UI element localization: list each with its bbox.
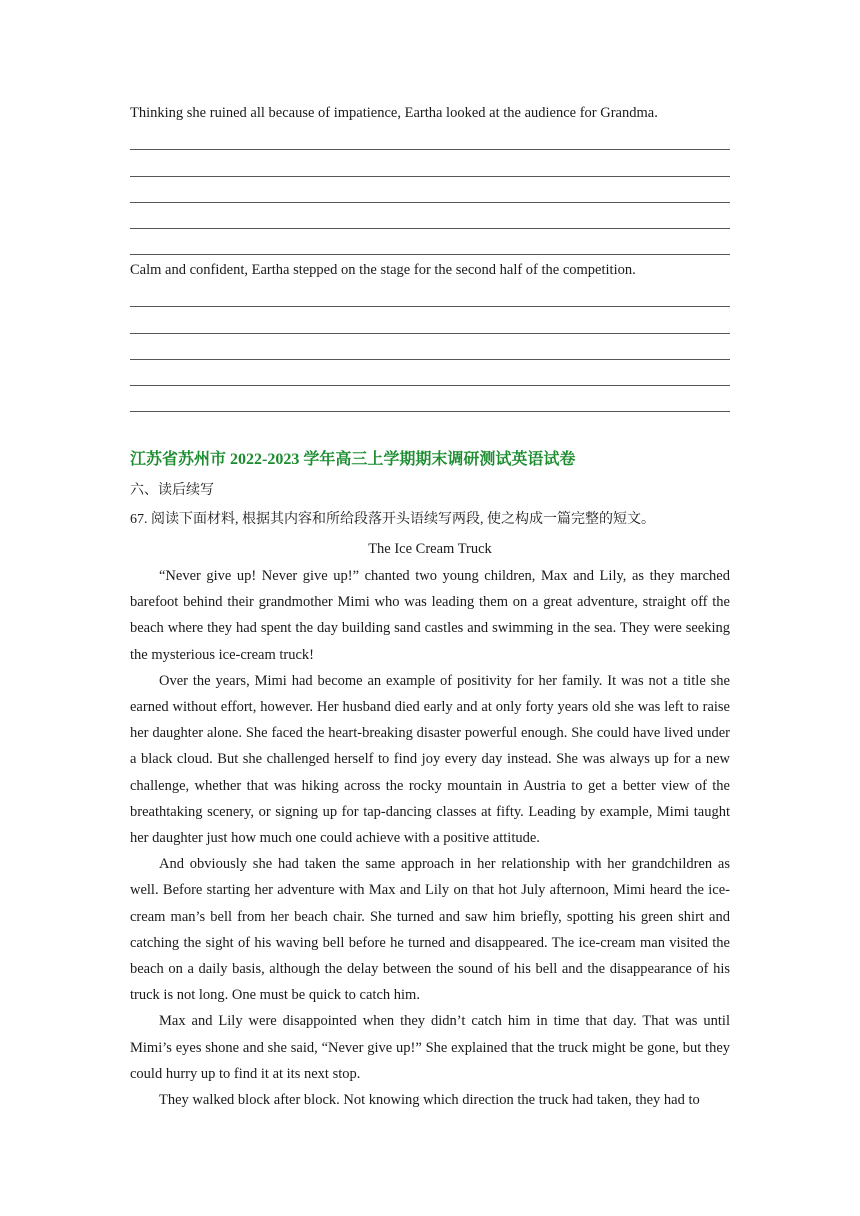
writing-line[interactable] [130, 229, 730, 255]
continuation-prompt-2: Calm and confident, Eartha stepped on the stage for the second half of the competition. [130, 262, 636, 278]
writing-lines-1 [130, 124, 730, 255]
writing-line[interactable] [130, 281, 730, 307]
writing-lines-2 [130, 281, 730, 412]
writing-line[interactable] [130, 334, 730, 360]
story-title: The Ice Cream Truck [368, 541, 492, 557]
story-paragraph: Max and Lily were disappointed when they didn’t catch him in time that day. That was until Mimi’s eyes shone and she said, “Never give up!” She explained that the truck might be gone, but they could hurry up to find it at its next stop. [130, 1013, 730, 1082]
continuation-prompt-1: Thinking she ruined all because of impatience, Eartha looked at the audience for Grandma. [130, 105, 658, 121]
story-paragraph: “Never give up! Never give up!” chanted two young children, Max and Lily, as they marched barefoot behind their grandmother Mimi who was leading them on a great adventure, straight off the beach where they had spent the day building sand castles and swimming in the sea. They were seeking the mysterious ice-cream truck! [130, 568, 730, 663]
story-body [130, 563, 730, 1113]
writing-line[interactable] [130, 386, 730, 412]
story-paragraph: Over the years, Mimi had become an example of positivity for her family. It was not a title she earned without effort, however. Her husband died early and at only forty years old she was left to raise her daughter alone. She faced the heart-breaking disaster powerful enough. She could have lived under a black cloud. But she challenged herself to find joy every day instead. She was always up for a new challenge, whether that was hiking across the rocky mountain in Austria to get a better view of the breathtaking scenery, or signing up for tap-dancing classes at fifty. Leading by example, Mimi taught her daughter just how much one could achieve with a positive attitude. [130, 672, 730, 847]
writing-line[interactable] [130, 307, 730, 333]
writing-line[interactable] [130, 203, 730, 229]
story-paragraph: And obviously she had taken the same approach in her relationship with her grandchildren as well. Before starting her adventure with Max and Lily on that hot July afternoon, Mimi heard the ice-cream man’s bell from her beach chair. She turned and saw him briefly, spotting his green shirt and catching the sight of his waving bell before he turned and disappeared. The ice-cream man visited the beach on a daily basis, although the delay between the sound of his bell and the disappearance of his truck is not long. One must be quick to catch him. [130, 856, 730, 1004]
writing-line[interactable] [130, 150, 730, 176]
writing-line[interactable] [130, 177, 730, 203]
story-paragraph: They walked block after block. Not knowing which direction the truck had taken, they had to [159, 1092, 700, 1109]
section-heading: 六、读后续写 [130, 483, 214, 498]
question-instruction: 67. 阅读下面材料, 根据其内容和所给段落开头语续写两段, 使之构成一篇完整的短文。 [130, 512, 655, 527]
exam-title: 江苏省苏州市 2022-2023 学年高三上学期期末调研测试英语试卷 [130, 451, 576, 468]
writing-line[interactable] [130, 360, 730, 386]
writing-line[interactable] [130, 124, 730, 150]
